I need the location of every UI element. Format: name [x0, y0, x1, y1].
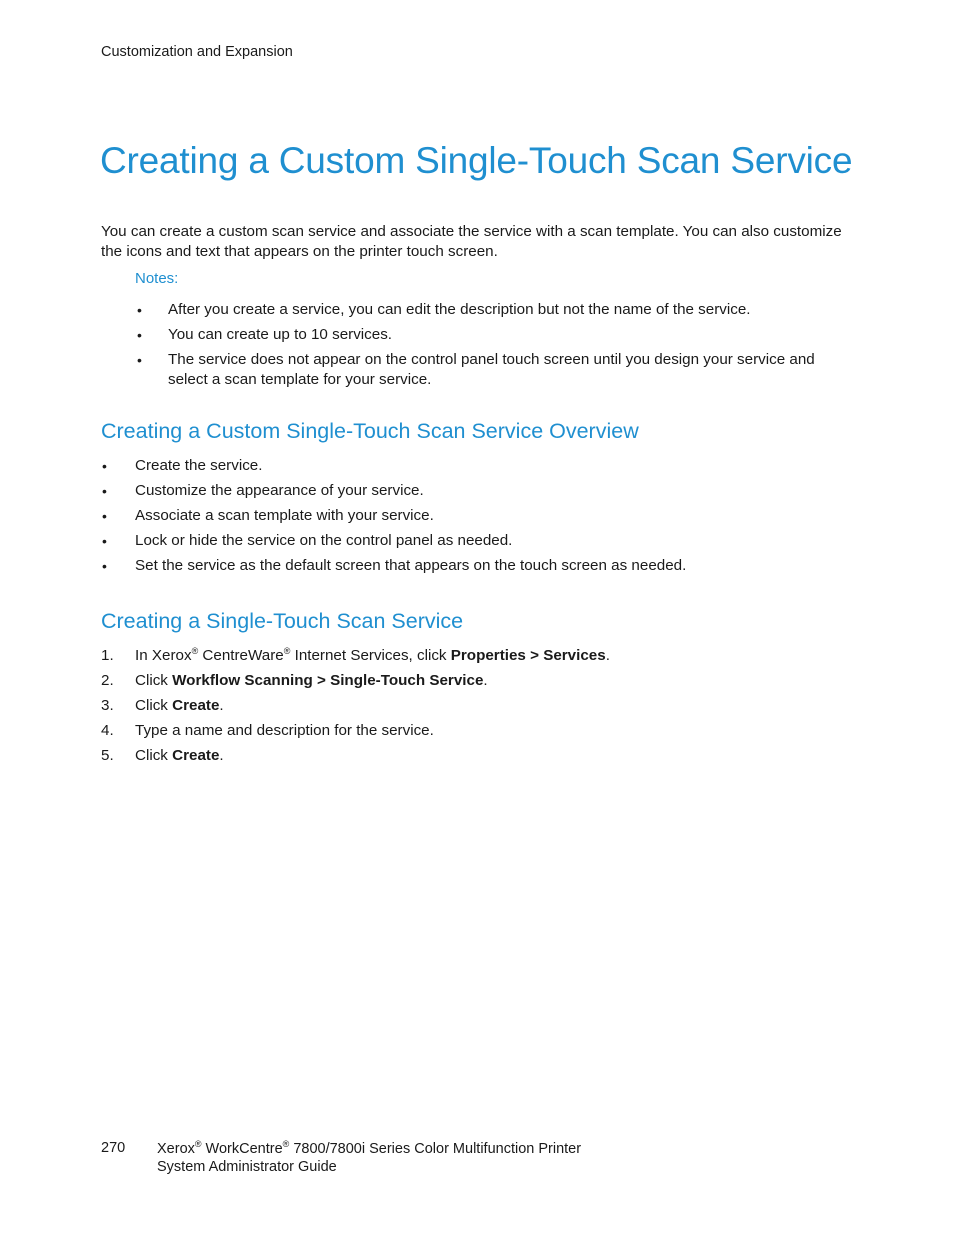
footer-guide-line: System Administrator Guide — [157, 1159, 337, 1175]
overview-text: Set the service as the default screen that appears on the touch screen as needed. — [135, 557, 687, 574]
step-item — [101, 671, 861, 691]
overview-heading: Creating a Custom Single-Touch Scan Service Overview — [101, 419, 639, 443]
ui-term-workflow-scanning: Workflow Scanning — [172, 672, 313, 689]
page-number: 270 — [101, 1140, 126, 1156]
step-text: Type a name and description for the service. — [135, 722, 434, 739]
step-number: 3. — [101, 697, 114, 714]
ui-term-create: Create — [172, 697, 220, 714]
note-text: The service does not appear on the control panel touch screen until you design your service and select a scan template for your service. — [168, 351, 815, 388]
overview-item — [101, 531, 861, 551]
step-number: 4. — [101, 722, 114, 739]
notes-list — [135, 300, 855, 395]
ui-term-create: Create — [172, 747, 220, 764]
bullet-icon: • — [102, 458, 107, 474]
note-item — [135, 350, 855, 390]
registered-mark: ® — [191, 646, 199, 656]
step-number: 1. — [101, 647, 114, 664]
bullet-icon: • — [137, 327, 142, 343]
overview-item — [101, 481, 861, 501]
overview-text: Customize the appearance of your service. — [135, 482, 424, 499]
ui-term-single-touch-service: Single-Touch Service — [330, 672, 484, 689]
ui-term-services: Services — [543, 647, 606, 664]
procedure-heading: Creating a Single-Touch Scan Service — [101, 609, 464, 633]
bullet-icon: • — [102, 533, 107, 549]
overview-text: Associate a scan template with your service. — [135, 507, 434, 524]
notes-label: Notes: — [135, 270, 179, 287]
registered-mark: ® — [282, 1139, 290, 1149]
ui-term-properties: Properties — [450, 647, 526, 664]
step-text: Click Create. — [135, 747, 224, 764]
overview-item — [101, 506, 861, 526]
note-text: After you create a service, you can edit the description but not the name of the service. — [168, 301, 751, 318]
bullet-icon: • — [102, 508, 107, 524]
footer-product-line: Xerox® WorkCentre® 7800/7800i Series Color Multifunction Printer — [157, 1139, 582, 1157]
step-item — [101, 646, 861, 666]
procedure-steps — [101, 646, 861, 771]
overview-item — [101, 556, 861, 576]
bullet-icon: • — [102, 558, 107, 574]
step-text: Click Workflow Scanning > Single-Touch Service. — [135, 672, 488, 689]
step-text: In Xerox® CentreWare® Internet Services, click Properties > Services. — [135, 646, 610, 664]
overview-item — [101, 456, 861, 476]
step-number: 5. — [101, 747, 114, 764]
step-text: Click Create. — [135, 697, 224, 714]
bullet-icon: • — [137, 302, 142, 318]
note-item — [135, 325, 855, 345]
running-header: Customization and Expansion — [101, 44, 293, 60]
overview-text: Lock or hide the service on the control panel as needed. — [135, 532, 513, 549]
note-text: You can create up to 10 services. — [168, 326, 393, 343]
step-item — [101, 696, 861, 716]
page-title: Creating a Custom Single-Touch Scan Service — [100, 140, 853, 181]
step-number: 2. — [101, 672, 114, 689]
note-item — [135, 300, 855, 320]
registered-mark: ® — [283, 646, 291, 656]
bullet-icon: • — [102, 483, 107, 499]
footer-product — [157, 1140, 581, 1176]
step-item — [101, 746, 861, 766]
overview-list — [101, 456, 861, 581]
intro-paragraph: You can create a custom scan service and associate the service with a scan template. You can also customize the icons and text that appears on the printer touch screen. — [101, 223, 842, 260]
step-item — [101, 721, 861, 741]
overview-text: Create the service. — [135, 457, 263, 474]
bullet-icon: • — [137, 352, 142, 368]
registered-mark: ® — [194, 1139, 202, 1149]
